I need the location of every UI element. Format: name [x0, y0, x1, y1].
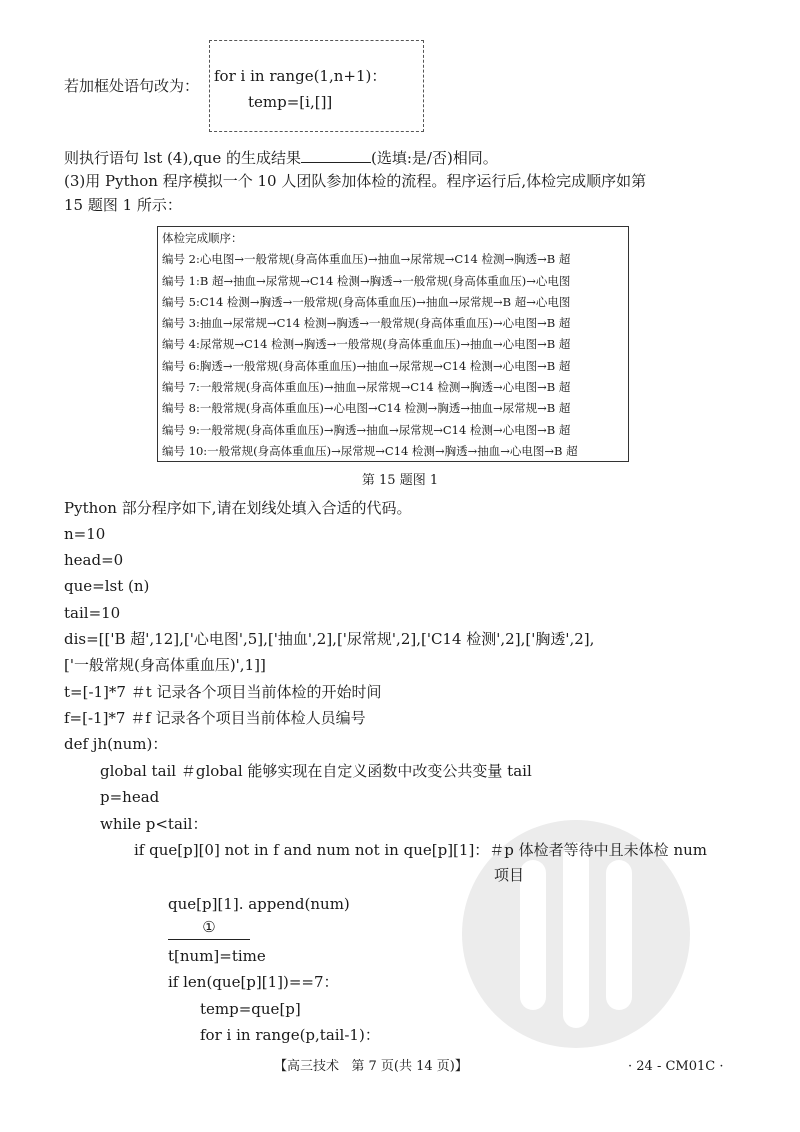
- code-line-dis-2: ['一般常规(身高体重血压)',1]]: [64, 656, 266, 674]
- figure-row: 编号 9:一般常规(身高体重血压)→胸透→抽血→尿常规→C14 检测→心电图→B 超: [162, 422, 571, 437]
- code-line-iflen: if len(que[p][1])==7：: [168, 973, 339, 991]
- answer-blank-yes-no[interactable]: [301, 146, 371, 163]
- box-line-1: for i in range(1,n+1)：: [214, 67, 387, 85]
- code-line-for: for i in range(p,tail-1)：: [200, 1026, 380, 1044]
- q3-line-1: (3)用 Python 程序模拟一个 10 人团队参加体检的流程。程序运行后,体检完成顺序如第: [64, 172, 647, 190]
- code-line-append: que[p][1]. append(num): [168, 895, 350, 913]
- code-line-t: t=[-1]*7 ＃t 记录各个项目当前体检的开始时间: [64, 683, 382, 701]
- q2-result-line: [64, 146, 498, 168]
- code-line-que: que=lst (n): [64, 577, 150, 595]
- code-line-dis-1: dis=[['B 超',12],['心电图',5],['抽血',2],['尿常规',2],['C14 检测',2],['胸透',2],: [64, 630, 595, 648]
- footer-page-info: 【高三技术 第 7 页(共 14 页)】: [274, 1059, 468, 1074]
- figure-header: 体检完成顺序：: [162, 231, 243, 245]
- box-line-2: temp=[i,[]]: [248, 93, 333, 111]
- code-line-tail: tail=10: [64, 604, 121, 622]
- footer-code: · 24 - CM01C ·: [628, 1059, 724, 1074]
- result-before-text: 则执行语句 lst (4),que 的生成结果: [64, 149, 301, 167]
- result-after-text: (选填:是/否)相同。: [370, 149, 498, 167]
- code-line-head: head=0: [64, 551, 124, 569]
- code-line-temp: temp=que[p]: [200, 1000, 301, 1018]
- figure-row: 编号 10:一般常规(身高体重血压)→尿常规→C14 检测→胸透→抽血→心电图→B 超: [162, 443, 578, 458]
- exam-order-figure: [157, 226, 629, 462]
- code-line-global: global tail ＃global 能够实现在自定义函数中改变公共变量 tail: [100, 762, 532, 780]
- code-prompt: Python 部分程序如下,请在划线处填入合适的代码。: [64, 499, 412, 517]
- figure-row: 编号 4:尿常规→C14 检测→胸透→一般常规(身高体重血压)→抽血→心电图→B 超: [162, 337, 571, 352]
- code-line-def: def jh(num)：: [64, 735, 168, 753]
- figure-row: 编号 5:C14 检测→胸透→一般常规(身高体重血压)→抽血→尿常规→B 超→心电图: [162, 294, 571, 309]
- code-line-n: n=10: [64, 525, 106, 543]
- code-line-while: while p<tail：: [100, 815, 208, 833]
- figure-row: 编号 3:抽血→尿常规→C14 检测→胸透→一般常规(身高体重血压)→心电图→B 超: [162, 316, 571, 331]
- code-line-p: p=head: [100, 788, 160, 806]
- code-frame-box: [209, 40, 424, 132]
- answer-blank-1[interactable]: ①: [168, 917, 250, 940]
- q3-line-2: 15 题图 1 所示：: [64, 196, 182, 214]
- code-line-if-cont: 项目: [494, 866, 525, 884]
- code-line-if: if que[p][0] not in f and num not in que[p][1]：＃p 体检者等待中且未体检 num: [134, 841, 707, 859]
- code-line-tnum: t[num]=time: [168, 947, 266, 965]
- figure-row: 编号 6:胸透→一般常规(身高体重血压)→抽血→尿常规→C14 检测→心电图→B 超: [162, 358, 571, 373]
- figure-row: 编号 8:一般常规(身高体重血压)→心电图→C14 检测→胸透→抽血→尿常规→B 超: [162, 401, 571, 416]
- figure-row: 编号 1:B 超→抽血→尿常规→C14 检测→胸透→一般常规(身高体重血压)→心电图: [162, 273, 571, 288]
- figure-caption: 第 15 题图 1: [361, 473, 439, 488]
- q2-intro: 若加框处语句改为：: [64, 77, 200, 95]
- figure-row: 编号 7:一般常规(身高体重血压)→抽血→尿常规→C14 检测→胸透→心电图→B 超: [162, 380, 571, 395]
- figure-row: 编号 2:心电图→一般常规(身高体重血压)→抽血→尿常规→C14 检测→胸透→B 超: [162, 252, 571, 267]
- code-line-f: f=[-1]*7 ＃f 记录各个项目当前体检人员编号: [64, 709, 366, 727]
